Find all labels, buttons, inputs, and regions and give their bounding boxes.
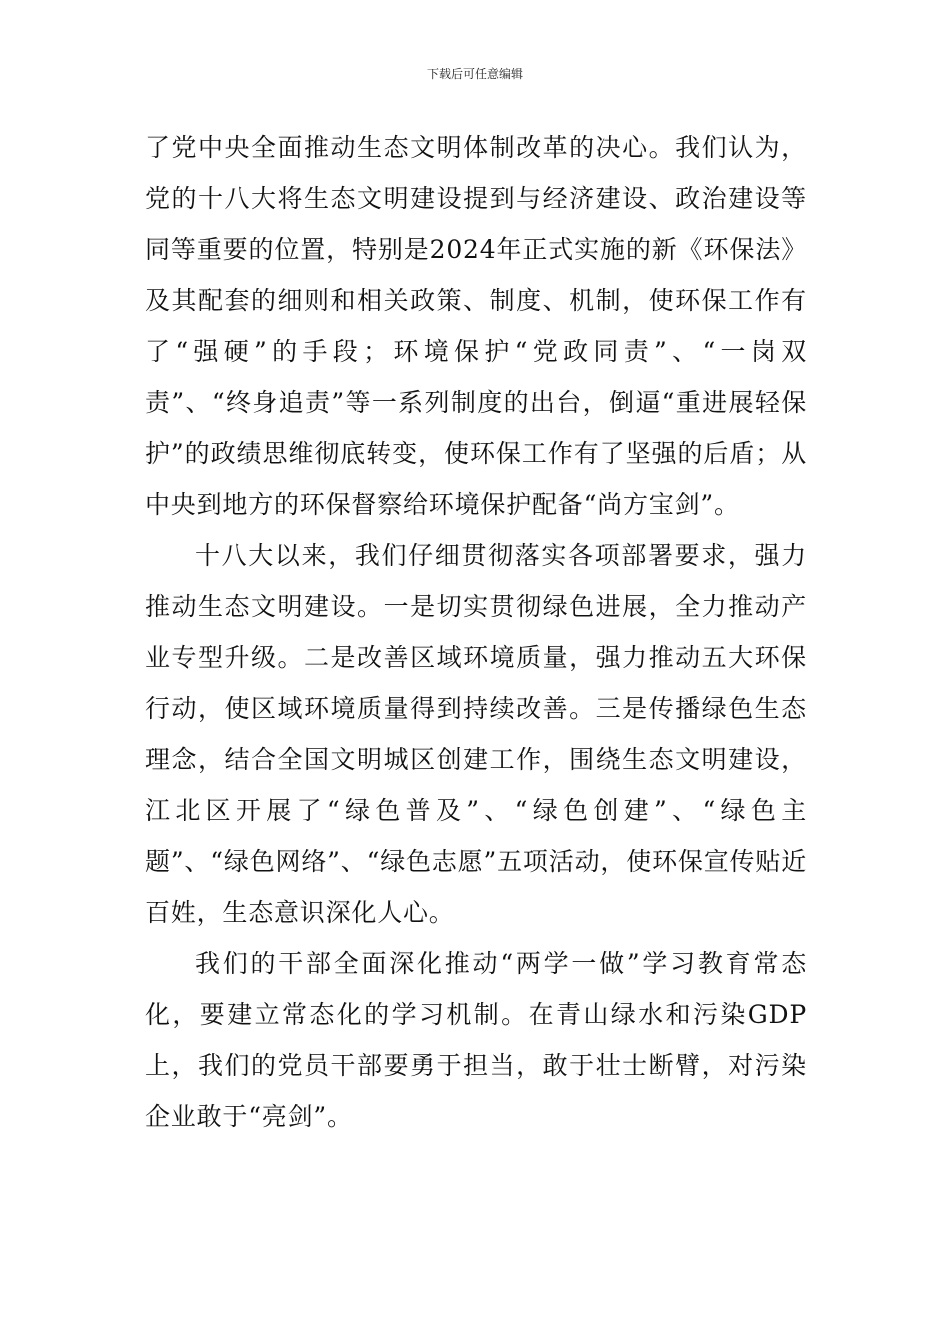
paragraph-achievements: 十八大以来，我们仔细贯彻落实各项部署要求，强力推动生态文明建设。一是切实贯彻绿色进展，全力推动产业专型升级。二是改善区域环境质量，强力推动五大环保行动，使区域环境质量得到持续改善。三是传播绿色生态理念，结合全国文明城区创建工作，围绕生态文明建设，江北区开展了“绿色普及”、“绿色创建”、“绿色主题”、“绿色网络”、“绿色志愿”五项活动，使环保宣传贴近百姓，生态意识深化人心。	[145, 541, 807, 927]
paragraph-cadres: 我们的干部全面深化推动“两学一做”学习教育常态化，要建立常态化的学习机制。在青山绿水和污染GDP上，我们的党员干部要勇于担当，敢于壮士断臂，对污染企业敢于“亮剑”。	[145, 949, 807, 1131]
document-body	[145, 122, 807, 1142]
header-note: 下载后可任意编辑	[426, 67, 523, 81]
paragraph-continuation: 了党中央全面推动生态文明体制改革的决心。我们认为，党的十八大将生态文明建设提到与经济建设、政治建设等同等重要的位置，特别是2024年正式实施的新《环保法》及其配套的细则和相关政策、制度、机制，使环保工作有了“强硬”的手段；环境保护“党政同责”、“一岗双责”、“终身追责”等一系列制度的出台，倒逼“重进展轻保护”的政绩思维彻底转变，使环保工作有了坚强的后盾；从中央到地方的环保督察给环境保护配备“尚方宝剑”。	[145, 133, 807, 519]
